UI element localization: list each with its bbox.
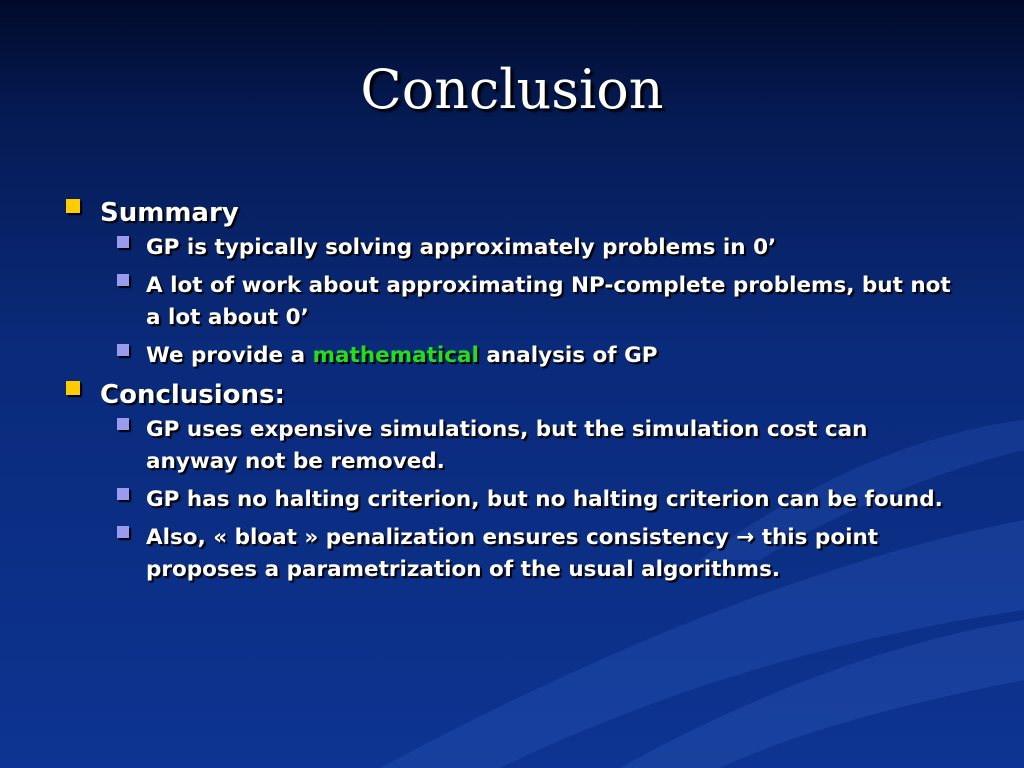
lavender-square-bullet-icon xyxy=(117,526,129,538)
lavender-square-bullet-icon xyxy=(117,344,129,356)
lavender-square-bullet-icon xyxy=(117,274,129,286)
highlighted-word: mathematical xyxy=(312,343,479,368)
lavender-square-bullet-icon xyxy=(117,418,129,430)
lavender-square-bullet-icon xyxy=(117,488,129,500)
summary-item-text: GP is typically solving approximately problems in 0’ xyxy=(146,235,777,260)
conclusion-item xyxy=(117,484,962,516)
summary-sublist xyxy=(117,232,962,372)
summary-item-text: A lot of work about approximating NP-complete problems, but not a lot about 0’ xyxy=(146,273,951,330)
summary-item xyxy=(117,232,962,264)
conclusion-item-text: Also, « bloat » penalization ensures consistency → this point proposes a parametrization of the usual algorithms. xyxy=(146,525,879,582)
slide-title: Conclusion xyxy=(360,58,664,121)
yellow-square-bullet-icon xyxy=(66,199,80,213)
conclusion-item xyxy=(117,522,962,586)
bullet-summary xyxy=(62,196,962,230)
conclusions-sublist xyxy=(117,414,962,586)
summary-item xyxy=(117,340,962,372)
conclusion-item-text: GP has no halting criterion, but no halting criterion can be found. xyxy=(146,487,943,512)
conclusion-item xyxy=(117,414,962,478)
conclusion-item-text: GP uses expensive simulations, but the simulation cost can anyway not be removed. xyxy=(146,417,868,474)
slide-content xyxy=(62,192,962,592)
bullet-conclusions xyxy=(62,378,962,412)
lavender-square-bullet-icon xyxy=(117,236,129,248)
summary-item xyxy=(117,270,962,334)
summary-item-text-before: We provide a xyxy=(146,343,313,368)
section-heading: Conclusions: xyxy=(100,380,285,410)
section-heading: Summary xyxy=(100,198,239,228)
yellow-square-bullet-icon xyxy=(66,381,80,395)
summary-item-text-after: analysis of GP xyxy=(478,343,658,368)
